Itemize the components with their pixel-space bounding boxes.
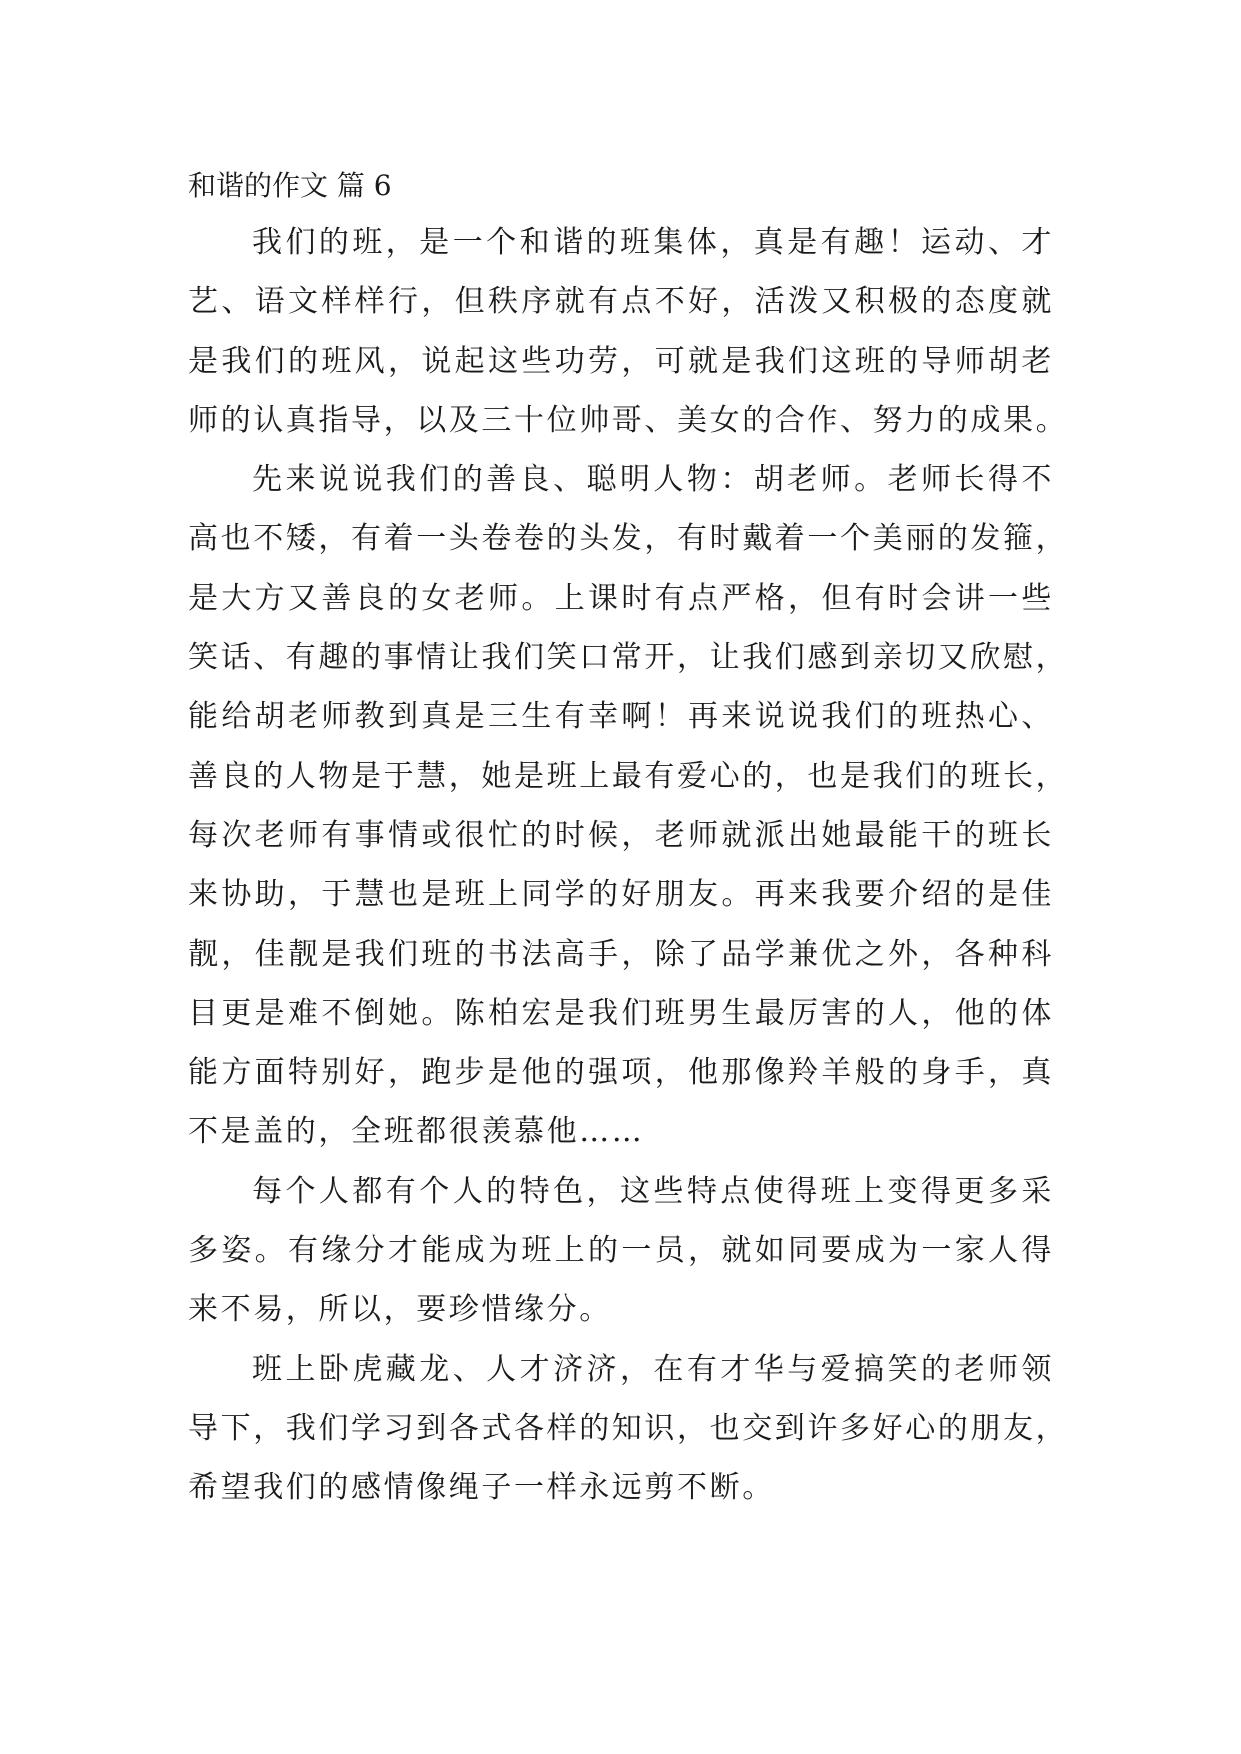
text-line: 先来说说我们的善良、聪明人物：胡老师。老师长得不 xyxy=(252,462,1054,498)
text-line: 不是盖的，全班都很羡慕他…… xyxy=(188,1114,645,1150)
text-line: 希望我们的感情像绳子一样永远剪不断。 xyxy=(188,1470,775,1506)
document-body xyxy=(188,213,1069,1518)
text-line: 靓，佳靓是我们班的书法高手，除了品学兼优之外，各种科 xyxy=(188,936,1054,972)
text-line: 每次老师有事情或很忙的时候，老师就派出她最能干的班长 xyxy=(188,817,1054,853)
text-line: 能方面特别好，跑步是他的强项，他那像羚羊般的身手，真 xyxy=(188,1055,1054,1091)
text-line: 来不易，所以，要珍惜缘分。 xyxy=(188,1292,612,1328)
text-line: 是我们的班风，说起这些功劳，可就是我们这班的导师胡老 xyxy=(188,343,1054,379)
document-title: 和谐的作文 篇 6 xyxy=(188,169,392,202)
text-line: 高也不矮，有着一头卷卷的头发，有时戴着一个美丽的发箍， xyxy=(188,521,1069,557)
text-line: 班上卧虎藏龙、人才济济，在有才华与爱搞笑的老师领 xyxy=(252,1351,1054,1387)
text-line: 艺、语文样样行，但秩序就有点不好，活泼又积极的态度就 xyxy=(188,284,1054,320)
text-line: 笑话、有趣的事情让我们笑口常开，让我们感到亲切又欣慰， xyxy=(188,640,1069,676)
text-line: 来协助，于慧也是班上同学的好朋友。再来我要介绍的是佳 xyxy=(188,877,1054,913)
text-line: 多姿。有缘分才能成为班上的一员，就如同要成为一家人得 xyxy=(188,1233,1054,1269)
text-line: 善良的人物是于慧，她是班上最有爱心的，也是我们的班长， xyxy=(188,758,1069,794)
text-line: 我们的班，是一个和谐的班集体，真是有趣！运动、才 xyxy=(252,225,1054,260)
text-line: 目更是难不倒她。陈柏宏是我们班男生最厉害的人，他的体 xyxy=(188,995,1054,1031)
text-line: 师的认真指导，以及三十位帅哥、美女的合作、努力的成果。 xyxy=(188,402,1069,438)
text-line: 能给胡老师教到真是三生有幸啊！再来说说我们的班热心、 xyxy=(188,699,1054,735)
text-line: 导下，我们学习到各式各样的知识，也交到许多好心的朋友， xyxy=(188,1410,1069,1446)
text-line: 每个人都有个人的特色，这些特点使得班上变得更多采 xyxy=(252,1173,1054,1209)
text-line: 是大方又善良的女老师。上课时有点严格，但有时会讲一些 xyxy=(188,580,1054,616)
